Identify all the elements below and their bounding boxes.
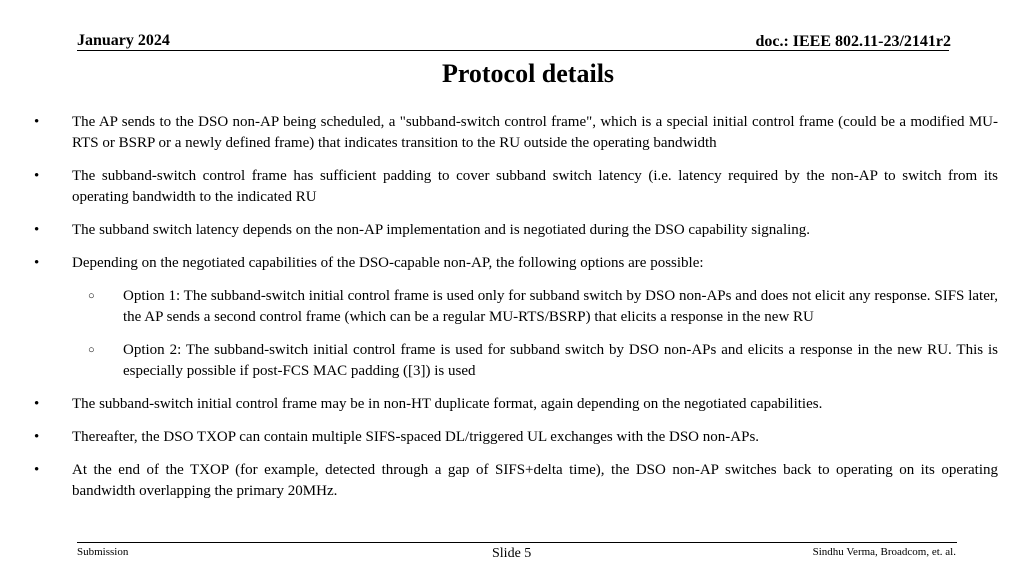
header-date: January 2024 [77,32,170,49]
hollow-bullet-icon: ○ [88,344,95,356]
bullet-item [0,460,1024,502]
header-doc-id: doc.: IEEE 802.11-23/2141r2 [755,33,951,50]
bullet-item [0,166,1024,208]
bullet-item [0,220,1024,241]
bullet-icon: • [34,222,40,238]
bullet-item [0,394,1024,415]
bullet-text: The subband switch latency depends on the non-AP implementation and is negotiated during the DSO capability signaling. [72,222,811,238]
sub-bullet-item [0,286,1024,328]
bullet-text: Option 1: The subband-switch initial control frame is used only for subband switch by DSO non-APs and does not elicit any response. SIFS later, the AP sends a second control frame (which can be a regular MU-RTS/BSRP) that elicits a response in the new RU [123,288,998,325]
bullet-text: The subband-switch control frame has sufficient padding to cover subband switch latency (i.e. latency required by the non-AP to switch from its operating bandwidth to the indicated RU [72,168,998,205]
bullet-icon: • [34,114,40,130]
hollow-bullet-icon: ○ [88,290,95,302]
bullet-text: The AP sends to the DSO non-AP being scheduled, a "subband-switch control frame", which is a special initial control frame (could be a modified MU-RTS or BSRP or a newly defined frame) that indicates transition to the RU outside the operating bandwidth [72,114,998,151]
bullet-list [0,112,1024,502]
bullet-item [0,253,1024,274]
bullet-item [0,427,1024,448]
header-divider [77,50,949,51]
bullet-text: Thereafter, the DSO TXOP can contain multiple SIFS-spaced DL/triggered UL exchanges with the DSO non-APs. [72,429,760,445]
sub-bullet-item [0,340,1024,382]
bullet-text: Option 2: The subband-switch initial control frame is used for subband switch by DSO non-APs and elicits a response in the new RU. This is especially possible if post-FCS MAC padding ([3]) is used [123,342,998,379]
bullet-text: At the end of the TXOP (for example, detected through a gap of SIFS+delta time), the DSO non-AP switches back to operating on its operating bandwidth overlapping the primary 20MHz. [72,462,998,499]
bullet-icon: • [34,255,40,271]
slide-title: Protocol details [441,59,615,88]
footer-authors: Sindhu Verma, Broadcom, et. al. [812,546,956,558]
bullet-icon: • [34,429,40,445]
footer-submission: Submission [77,546,129,558]
bullet-icon: • [34,462,40,478]
footer-slide-number: Slide 5 [492,546,532,561]
bullet-icon: • [34,168,40,184]
footer-divider [77,542,957,543]
bullet-text: The subband-switch initial control frame may be in non-HT duplicate format, again depending on the negotiated capabilities. [72,396,823,412]
bullet-text: Depending on the negotiated capabilities of the DSO-capable non-AP, the following options are possible: [72,255,704,271]
bullet-item [0,112,1024,154]
bullet-icon: • [34,396,40,412]
